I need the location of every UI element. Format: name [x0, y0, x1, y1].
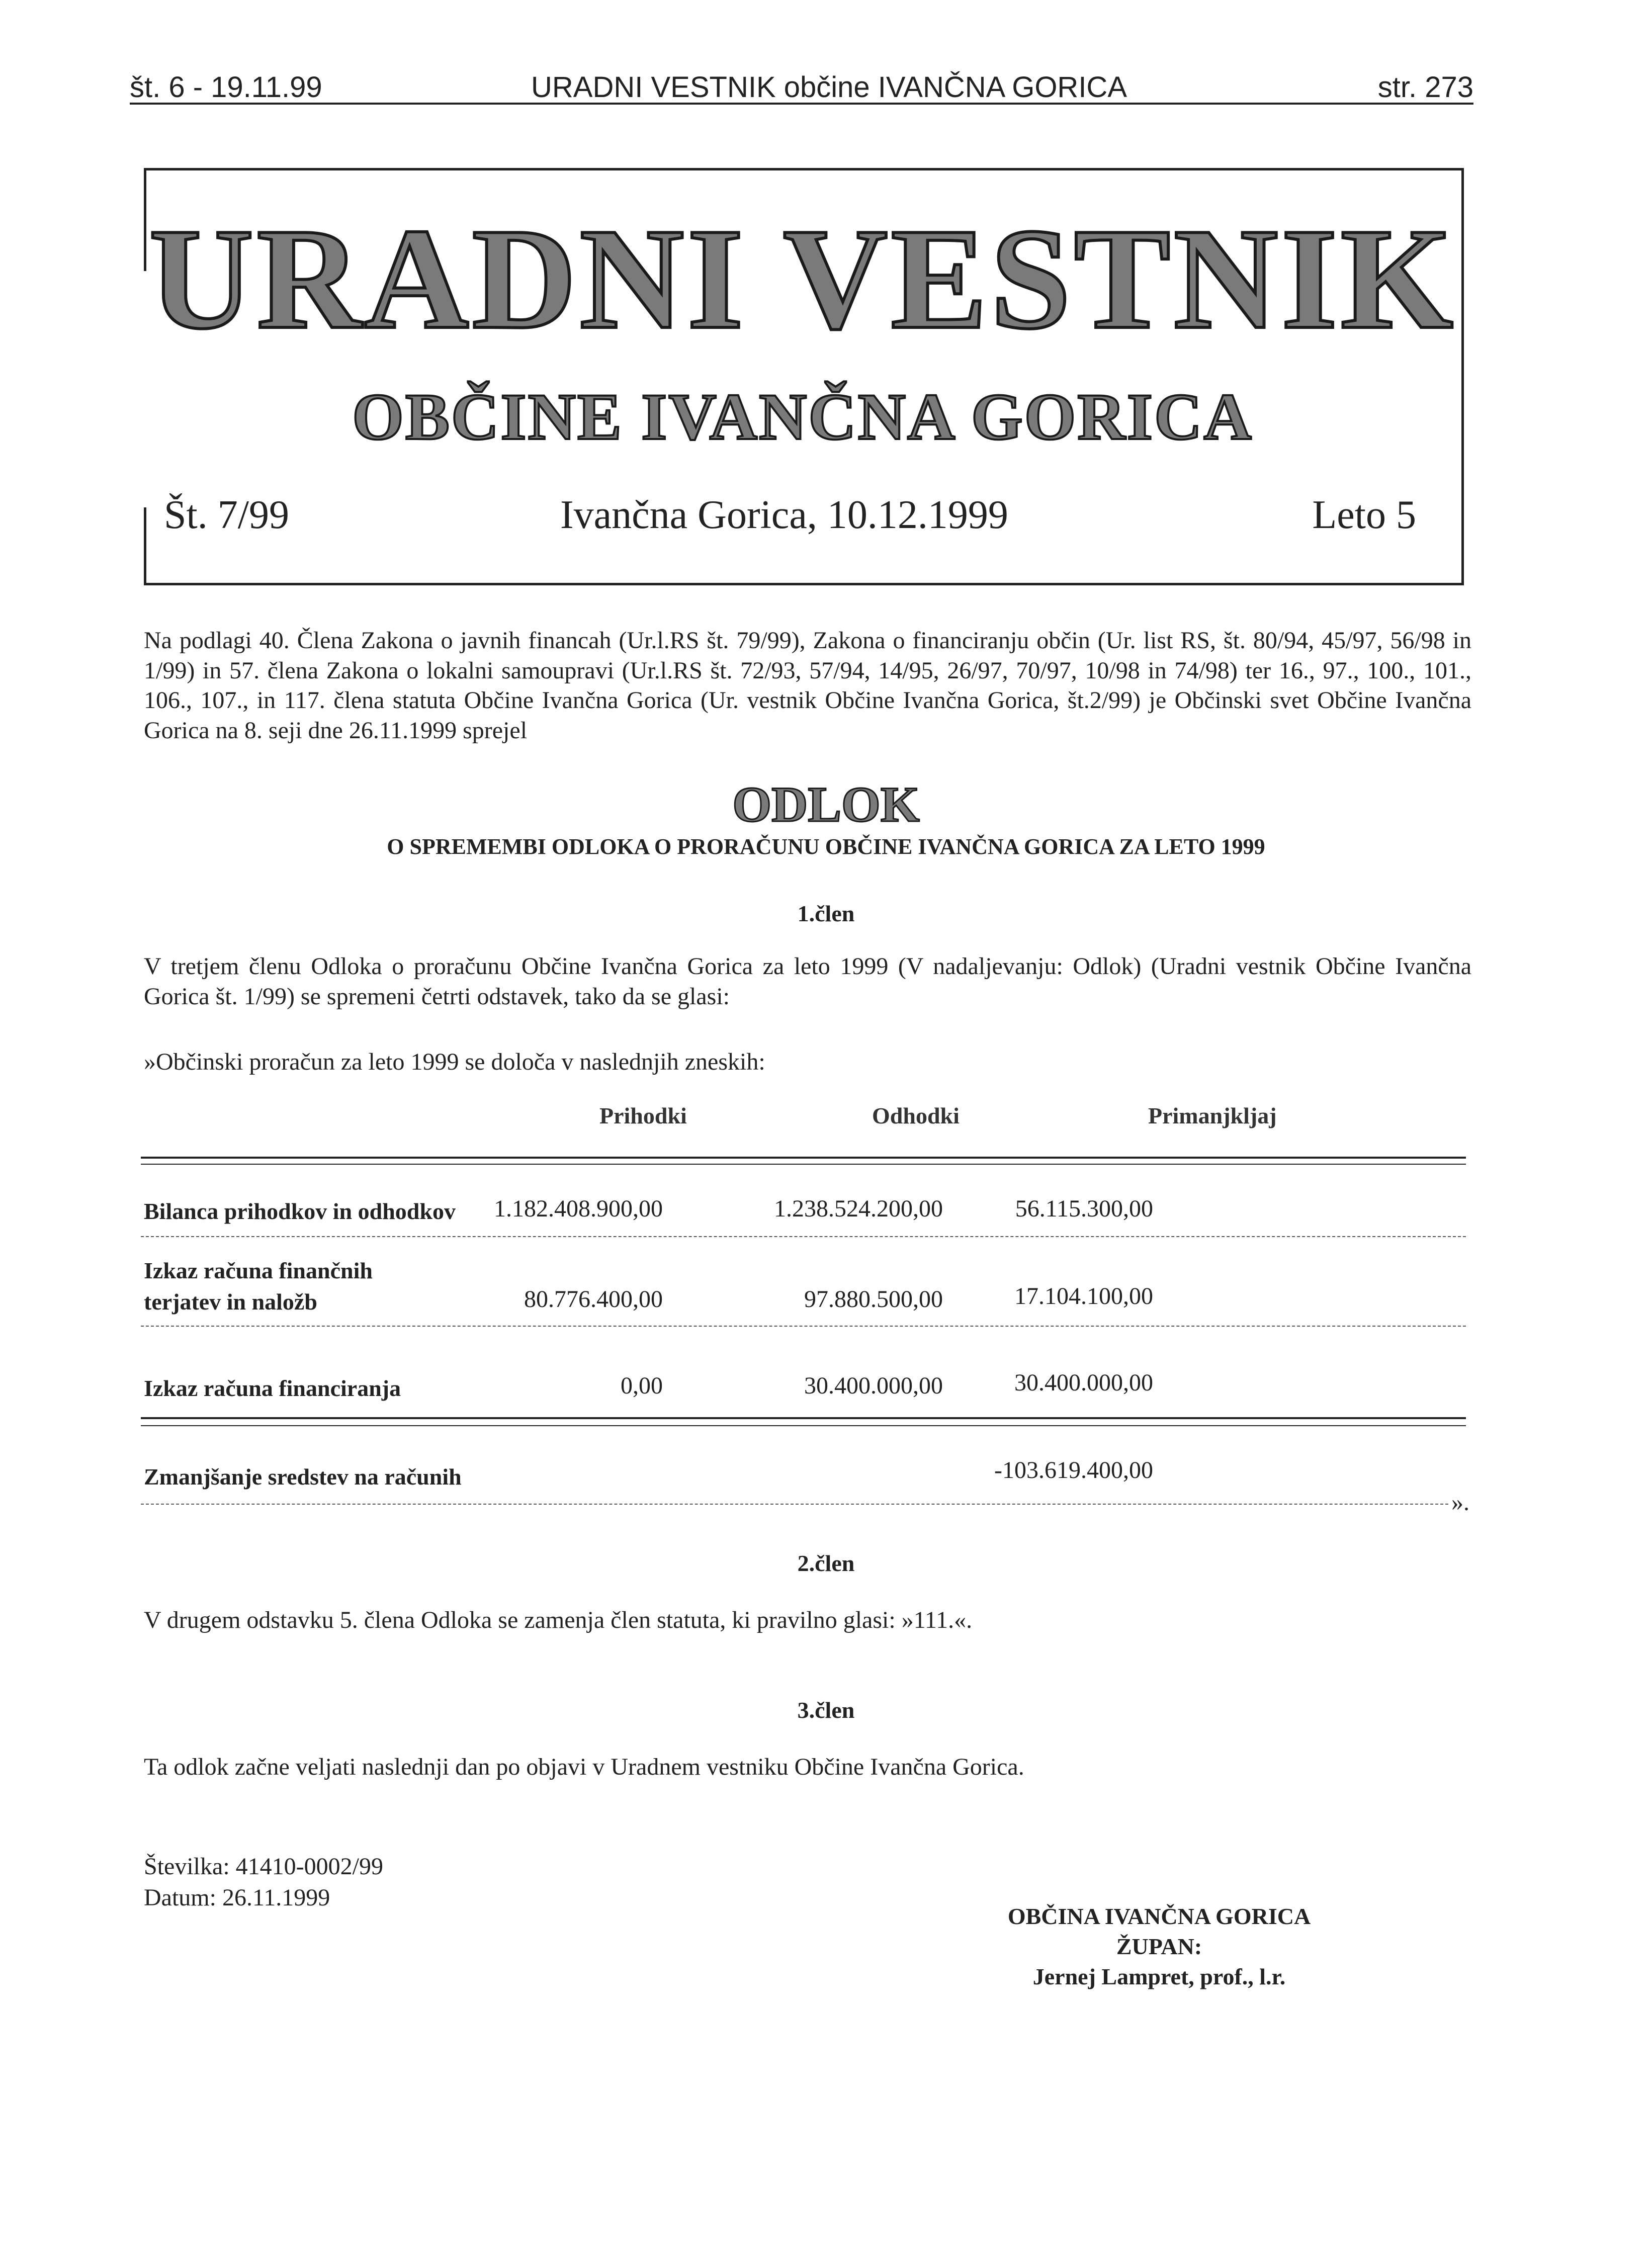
- column-header-odhodki: Odhodki: [872, 1103, 960, 1128]
- column-header-primanjkljaj: Primanjkljaj: [1148, 1103, 1277, 1128]
- closing-quote: ».: [1451, 1489, 1469, 1516]
- masthead-year: Leto 5: [1312, 493, 1416, 537]
- decree-subtitle: O SPREMEMBI ODLOKA O PRORAČUNU OBČINE IVANČNA GORICA ZA LETO 1999: [387, 834, 1265, 859]
- row-separator: [141, 1326, 1466, 1327]
- gazette-name-ref: URADNI VESTNIK občine IVANČNA GORICA: [531, 71, 1127, 104]
- column-header-prihodki: Prihodki: [599, 1103, 687, 1128]
- masthead-place-date: Ivančna Gorica, 10.12.1999: [560, 493, 1008, 537]
- signature-name: Jernej Lampret, prof., l.r.: [1032, 1964, 1286, 1989]
- header-rule: [130, 103, 1473, 105]
- decree-title: ODLOK: [732, 776, 920, 832]
- article-1-heading: 1.člen: [797, 901, 855, 926]
- table-cell-odhodki: 97.880.500,00: [804, 1286, 943, 1313]
- table-cell-odhodki: 30.400.000,00: [804, 1372, 943, 1399]
- masthead-issue: Št. 7/99: [164, 493, 289, 537]
- table-row-label: Izkaz računa financiranja: [144, 1375, 401, 1401]
- table-cell-prihodki: 0,00: [621, 1372, 663, 1399]
- table-total-value: -103.619.400,00: [994, 1457, 1153, 1484]
- document-date: Datum: 26.11.1999: [144, 1884, 330, 1911]
- preamble: Na podlagi 40. Člena Zakona o javnih financah (Ur.l.RS št. 79/99), Zakona o financiranju občin (Ur. list RS, št. 80/94, 45/97, 56/98 in 1/99) in 57. člena Zakona o lokalni samoupravi (Ur.l.RS št. 72/93, 57/94, 14/95, 26/97, 70/97, 10/98 in 74/98) ter 16., 97., 100., 101., 106., 107., in 117. člena statuta Občine Ivančna Gorica (Ur. vestnik Občine Ivančna Gorica, št.2/99) je Občinski svet Občine Ivančna Gorica na 8. seji dne 26.11.1999 sprejel: [144, 627, 1471, 744]
- table-cell-primanjkljaj: 56.115.300,00: [1015, 1195, 1153, 1222]
- table-cell-primanjkljaj: 30.400.000,00: [1014, 1369, 1153, 1396]
- issue-date-ref: št. 6 - 19.11.99: [130, 71, 322, 104]
- table-top-rule: [141, 1157, 1466, 1159]
- document-number: Številka: 41410-0002/99: [144, 1853, 383, 1880]
- table-bottom-rule: [141, 1504, 1448, 1505]
- table-cell-odhodki: 1.238.524.200,00: [774, 1195, 943, 1222]
- table-total-label: Zmanjšanje sredstev na računih: [144, 1464, 462, 1490]
- article-2-text: V drugem odstavku 5. člena Odloka se zamenja člen statuta, ki pravilno glasi: »111.«.: [144, 1607, 973, 1633]
- table-total-rule-inner: [141, 1425, 1466, 1426]
- table-row-label-line1: Izkaz računa finančnih: [144, 1258, 373, 1283]
- article-3-heading: 3.člen: [797, 1697, 855, 1723]
- table-top-rule-inner: [141, 1164, 1466, 1165]
- masthead-title: URADNI VESTNIK: [149, 199, 1456, 359]
- table-total-rule: [141, 1417, 1466, 1419]
- article-1-intro: »Občinski proračun za leto 1999 se določa v naslednjih zneskih:: [144, 1049, 765, 1075]
- table-row-label: Bilanca prihodkov in odhodkov: [144, 1198, 456, 1224]
- table-row-label-line2: terjatev in naložb: [144, 1289, 317, 1315]
- page-number: str. 273: [1377, 71, 1473, 104]
- table-cell-prihodki: 80.776.400,00: [524, 1286, 663, 1313]
- masthead: [144, 168, 1464, 585]
- signature-role: ŽUPAN:: [1116, 1934, 1202, 1959]
- table-cell-prihodki: 1.182.408.900,00: [494, 1195, 663, 1222]
- masthead-border-left-bottom: [144, 507, 146, 583]
- table-cell-primanjkljaj: 17.104.100,00: [1014, 1283, 1153, 1310]
- article-1-text: V tretjem členu Odloka o proračunu Občine Ivančna Gorica za leto 1999 (V nadaljevanju: Odlok) (Uradni vestnik Občine Ivančna Gorica št. 1/99) se spremeni četrti odstavek, tako da se glasi:: [144, 953, 1471, 1010]
- masthead-subtitle: OBČINE IVANČNA GORICA: [352, 380, 1253, 454]
- article-2-heading: 2.člen: [797, 1550, 855, 1576]
- signature-organization: OBČINA IVANČNA GORICA: [1007, 1903, 1311, 1929]
- article-3-text: Ta odlok začne veljati naslednji dan po objavi v Uradnem vestniku Občine Ivančna Gorica.: [144, 1754, 1024, 1780]
- row-separator: [141, 1236, 1466, 1237]
- running-header: [130, 70, 1473, 111]
